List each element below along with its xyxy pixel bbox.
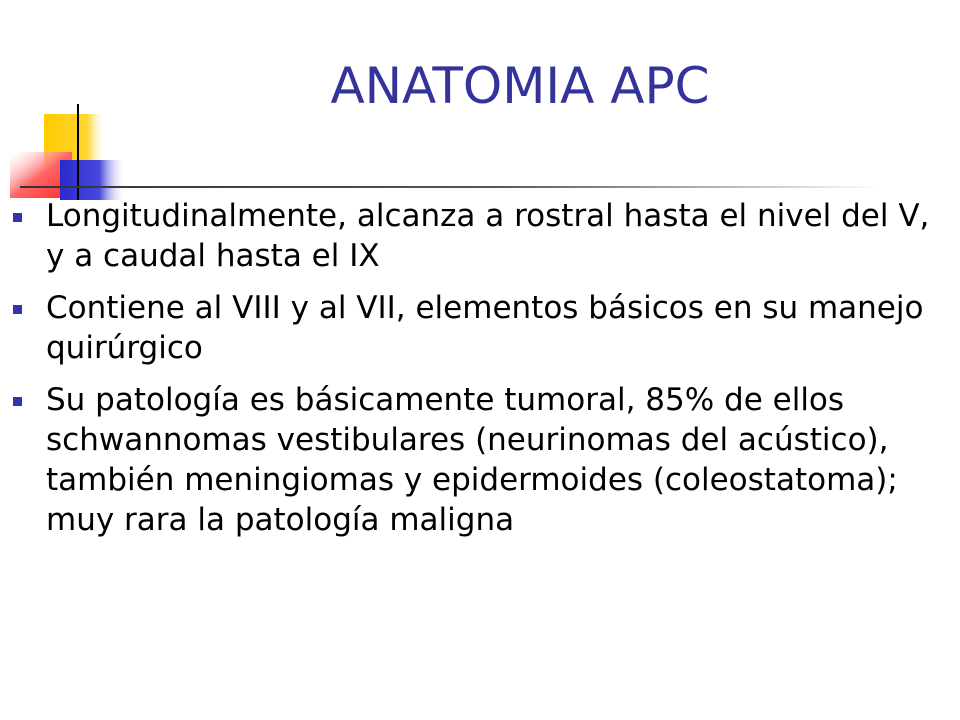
bullet-item bbox=[0, 288, 940, 368]
bullet-square-icon bbox=[13, 305, 22, 314]
bullet-text: Contiene al VIII y al VII, elementos básicos en su manejo quirúrgico bbox=[46, 290, 924, 366]
bullet-item bbox=[0, 196, 940, 276]
title-divider bbox=[20, 186, 880, 188]
decorative-squares-logo bbox=[0, 0, 200, 200]
bullet-square-icon bbox=[13, 397, 22, 406]
bullet-square-icon bbox=[13, 213, 22, 222]
bullet-list bbox=[0, 196, 940, 552]
bullet-item bbox=[0, 380, 940, 540]
bullet-text: Su patología es básicamente tumoral, 85% de ellos schwannomas vestibulares (neurinomas del acústico), también meningiomas y epidermoides (coleostatoma); muy rara la patología maligna bbox=[46, 382, 898, 538]
bullet-text: Longitudinalmente, alcanza a rostral hasta el nivel del V, y a caudal hasta el IX bbox=[46, 198, 930, 274]
blue-square bbox=[60, 160, 126, 200]
slide-title: ANATOMIA APC bbox=[330, 57, 710, 115]
